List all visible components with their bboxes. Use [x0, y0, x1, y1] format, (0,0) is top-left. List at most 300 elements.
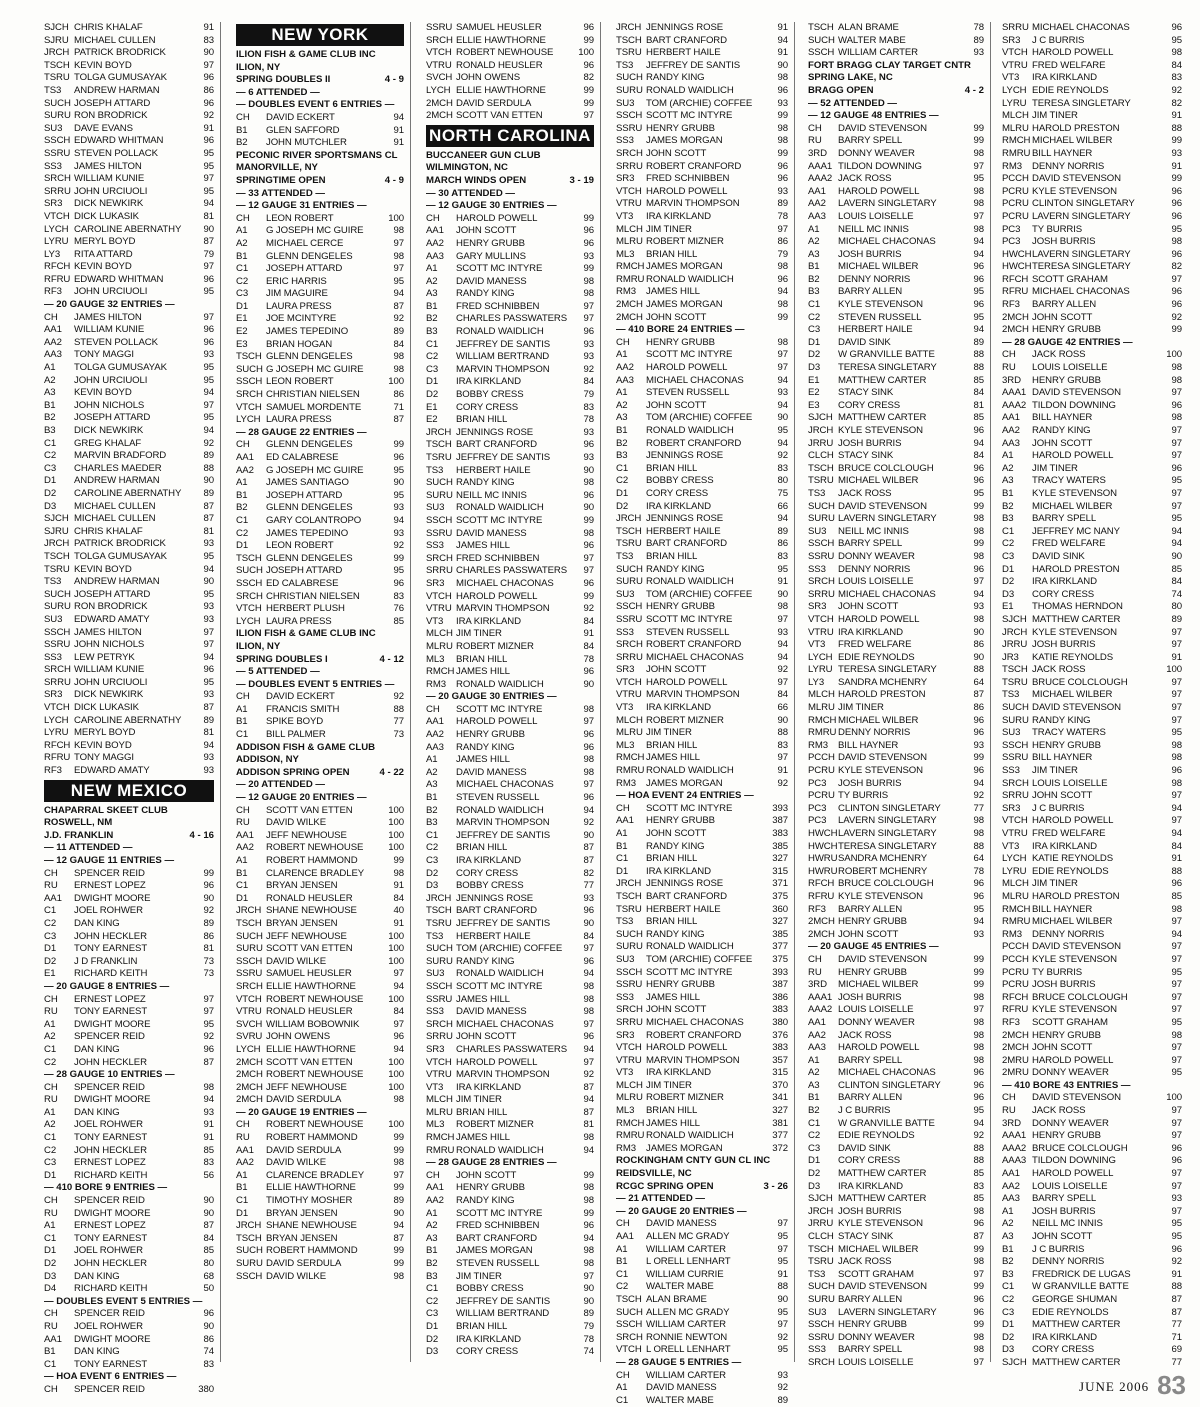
result-row	[236, 868, 404, 881]
result-row	[426, 276, 594, 289]
result-row	[44, 614, 214, 627]
score: 73	[203, 955, 214, 967]
class-code: SRCH	[426, 1018, 453, 1030]
section-heading: ILION, NY	[236, 61, 281, 73]
class-code: VT3	[1002, 72, 1020, 84]
shooter-name: DICK LUKASIK	[74, 702, 139, 714]
shooter-name: BRUCE COLCLOUGH	[838, 878, 934, 890]
class-code: AAA2	[808, 173, 833, 185]
shooter-name: BRIAN HILL	[456, 842, 508, 854]
result-row	[616, 22, 788, 35]
class-code: TS3	[44, 576, 62, 588]
result-row	[808, 261, 984, 274]
shooter-name: ROBERT CRANFORD	[646, 437, 742, 449]
score: 99	[583, 1207, 594, 1219]
class-code: AA1	[616, 1231, 634, 1242]
result-row	[236, 465, 404, 478]
shooter-name: WILLIAM CARTER	[646, 1369, 726, 1381]
event-name: SPRING DOUBLES II	[236, 74, 331, 86]
class-code: C1	[616, 1394, 629, 1406]
result-row	[616, 1042, 788, 1055]
class-code: A1	[426, 1207, 438, 1219]
class-code: B1	[426, 300, 438, 312]
result-row	[808, 828, 984, 841]
score: 96	[203, 1043, 214, 1055]
score: 91	[393, 137, 404, 149]
class-code: MLRU	[426, 640, 453, 652]
class-code: JRCH	[236, 905, 262, 917]
score: 96	[973, 1067, 984, 1079]
class-code: E1	[808, 374, 820, 386]
result-row	[426, 817, 594, 830]
result-row	[808, 778, 984, 791]
class-code: CH	[236, 111, 250, 123]
result-row	[1002, 1155, 1182, 1168]
class-code: TSCH	[236, 351, 262, 363]
class-code: AA2	[808, 198, 826, 210]
class-code: SUCH	[616, 72, 643, 84]
score: 92	[777, 664, 788, 676]
class-code: C1	[236, 880, 249, 892]
class-code: C1	[44, 437, 57, 449]
shooter-name: HENRY GRUBB	[838, 966, 907, 978]
shooter-name: ROBERT CRANFORD	[646, 639, 742, 651]
result-row	[236, 691, 404, 704]
score: 96	[777, 84, 788, 96]
result-row	[44, 1308, 214, 1321]
class-code: TS3	[44, 84, 62, 96]
shooter-name: BRIAN HILL	[646, 853, 698, 865]
shooter-name: DAVID SERDULA	[266, 1144, 342, 1156]
section-heading: — 12 GAUGE 30 ENTRIES —	[426, 200, 557, 212]
class-code: SSRU	[616, 613, 643, 625]
result-row	[236, 1157, 404, 1170]
result-row	[236, 918, 404, 931]
result-row	[616, 929, 788, 942]
result-row	[44, 47, 214, 60]
class-code: TS3	[616, 916, 634, 928]
shooter-name: GLENN DENGELES	[266, 439, 353, 451]
section-heading: — 410 BORE 9 ENTRIES —	[44, 1182, 168, 1194]
result-row	[426, 427, 594, 440]
shooter-name: IRA KIRKLAND	[456, 615, 521, 627]
score: 96	[583, 729, 594, 741]
score: 84	[393, 1006, 404, 1018]
shooter-name: BOBBY CRESS	[456, 389, 524, 401]
result-row	[44, 135, 214, 148]
shooter-name: ROBERT NEWHOUSE	[266, 993, 364, 1005]
shooter-name: MICHAEL CHACONAS	[838, 236, 936, 248]
shooter-name: JOHN SCOTT	[646, 828, 707, 839]
result-row	[808, 715, 984, 728]
shooter-name: LOUIS LOISELLE	[838, 1356, 914, 1368]
shooter-name: G JOSEPH MC GUIRE	[266, 225, 364, 237]
result-row	[808, 916, 984, 929]
score: 95	[203, 676, 214, 688]
result-row	[44, 513, 214, 526]
shooter-name: FRED SCHNIBBEN	[456, 552, 540, 564]
shooter-name: HAROLD POWELL	[838, 1042, 920, 1054]
class-code: C3	[808, 324, 821, 336]
class-code: PC3	[808, 777, 827, 789]
class-code: HWRU	[808, 853, 838, 865]
shooter-name: WILLIAM KUNIE	[74, 173, 145, 185]
result-row	[1002, 828, 1182, 841]
class-code: CH	[616, 802, 630, 814]
result-row	[808, 1307, 984, 1320]
class-code: CH	[236, 691, 250, 703]
score: 93	[777, 185, 788, 197]
score: 97	[1171, 1004, 1182, 1016]
score: 91	[777, 47, 788, 59]
score: 83	[777, 739, 788, 751]
section-heading: — 20 GAUGE 30 ENTRIES —	[426, 691, 557, 703]
score: 96	[973, 765, 984, 777]
shooter-name: CORY CRESS	[1032, 1344, 1095, 1356]
result-row	[426, 22, 594, 35]
shooter-name: DAVID WILKE	[266, 1270, 327, 1282]
result-row	[808, 1067, 984, 1080]
issue-date: JUNE 2006	[1079, 1379, 1150, 1394]
class-code: D1	[426, 376, 439, 388]
score: 100	[388, 930, 404, 942]
result-row	[808, 1030, 984, 1043]
score: 92	[1171, 84, 1182, 96]
class-code: D1	[1002, 1319, 1015, 1331]
shooter-name: RONALD WAIDLICH	[646, 84, 734, 96]
score: 87	[583, 1106, 594, 1118]
score: 94	[1171, 828, 1182, 839]
class-code: C2	[44, 917, 57, 929]
result-row	[426, 767, 594, 780]
score: 97	[203, 626, 214, 638]
shooter-name: IRA KIRKLAND	[1032, 576, 1097, 588]
shooter-name: RANDY KING	[456, 288, 515, 300]
score: 89	[777, 198, 788, 210]
class-code: VTCH	[426, 47, 452, 59]
score: 92	[203, 437, 214, 449]
score: 96	[1171, 22, 1182, 33]
class-code: E1	[426, 401, 438, 413]
score: 91	[1171, 160, 1182, 172]
class-code: B2	[616, 437, 628, 449]
shooter-name: TILDON DOWNING	[1032, 399, 1116, 411]
score: 96	[973, 714, 984, 726]
score: 98	[583, 1006, 594, 1018]
result-row	[426, 402, 594, 415]
shooter-name: JOHN SCOTT	[1032, 790, 1093, 802]
shooter-name: JACK ROSS	[1032, 664, 1086, 676]
result-row	[236, 364, 404, 377]
result-row	[616, 828, 788, 841]
result-row	[1002, 1092, 1182, 1105]
class-code: AA2	[808, 1029, 826, 1041]
result-row	[44, 1258, 214, 1271]
class-code: RF3	[44, 286, 62, 298]
score: 315	[772, 865, 788, 877]
class-code: 3RD	[808, 147, 827, 159]
result-row	[616, 488, 788, 501]
score: 75	[777, 487, 788, 499]
score: 91	[393, 124, 404, 136]
shooter-name: CAROLINE ABERNATHY	[74, 714, 182, 726]
result-row	[236, 477, 404, 490]
score: 97	[777, 613, 788, 625]
score: 80	[1171, 601, 1182, 613]
shooter-name: BRIAN HILL	[646, 462, 698, 474]
score: 68	[203, 1270, 214, 1282]
score: 372	[772, 1142, 788, 1154]
shooter-name: J C BURRIS	[1032, 1243, 1085, 1255]
result-row	[616, 438, 788, 451]
class-code: A3	[1002, 1231, 1014, 1242]
shooter-name: SANDRA MCHENRY	[838, 676, 928, 688]
score: 100	[388, 1119, 404, 1131]
result-row	[616, 1105, 788, 1118]
score: 99	[393, 1182, 404, 1194]
score: 95	[973, 487, 984, 499]
shooter-name: W GRANVILLE BATTE	[1032, 1281, 1129, 1293]
class-code: A1	[426, 263, 438, 275]
event-heading	[236, 767, 404, 780]
class-code: E3	[808, 399, 820, 411]
shooter-name: RANDY KING	[646, 72, 705, 84]
score: 98	[583, 754, 594, 766]
score: 93	[393, 502, 404, 514]
score: 96	[973, 1079, 984, 1091]
class-code: HWRU	[808, 865, 838, 877]
result-row	[426, 931, 594, 944]
shooter-name: RANDY KING	[646, 928, 705, 940]
class-code: D1	[426, 1320, 439, 1332]
class-code: RU	[44, 880, 58, 892]
shooter-name: ROBERT HAMMOND	[266, 1245, 358, 1257]
shooter-name: ROBERT NEWHOUSE	[266, 1069, 364, 1081]
score: 97	[1171, 1180, 1182, 1192]
result-row	[616, 375, 788, 388]
shooter-name: BRUCE COLCLOUGH	[1032, 1142, 1128, 1154]
class-code: VTRU	[1002, 828, 1028, 839]
score: 95	[203, 550, 214, 562]
class-code: AAA1	[1002, 387, 1027, 399]
class-code: SSRU	[44, 147, 71, 159]
class-code: JRCH	[44, 47, 70, 59]
score: 97	[973, 1356, 984, 1368]
class-code: VTCH	[616, 185, 642, 197]
result-row	[44, 22, 214, 35]
score: 86	[777, 538, 788, 550]
class-code: A2	[44, 1031, 56, 1043]
score: 95	[973, 286, 984, 298]
result-row	[426, 603, 594, 616]
result-row	[236, 288, 404, 301]
class-code: TS3	[808, 487, 826, 499]
result-row	[808, 161, 984, 174]
score: 386	[772, 991, 788, 1003]
shooter-name: DAVE EVANS	[74, 122, 133, 134]
shooter-name: ROBERT MIZNER	[456, 640, 534, 652]
class-code: B1	[616, 840, 628, 852]
score: 81	[203, 210, 214, 222]
result-row	[236, 817, 404, 830]
shooter-name: DONNY WEAVER	[1032, 1067, 1109, 1079]
shooter-name: BRYAN JENSEN	[266, 880, 338, 892]
score: 95	[1171, 727, 1182, 739]
shooter-name: IRA KIRKLAND	[646, 500, 711, 512]
score: 83	[777, 462, 788, 474]
result-row	[1002, 778, 1182, 791]
result-row	[1002, 1168, 1182, 1181]
class-code: RU	[236, 1132, 250, 1144]
shooter-name: DAVID MANESS	[456, 766, 527, 778]
result-row	[1002, 450, 1182, 463]
result-row	[1002, 601, 1182, 614]
result-row	[1002, 123, 1182, 136]
result-row	[616, 1395, 788, 1407]
class-code: C3	[44, 930, 57, 942]
class-code: E1	[44, 968, 56, 980]
class-code: A1	[44, 362, 56, 374]
score: 84	[583, 930, 594, 942]
shooter-name: SCOTT GRAHAM	[1032, 273, 1108, 285]
score: 94	[973, 248, 984, 260]
shooter-name: JIM TINER	[838, 702, 884, 714]
shooter-name: CLINTON SINGLETARY	[838, 1079, 941, 1091]
class-code: C1	[426, 829, 439, 841]
class-code: SUCH	[236, 930, 263, 942]
result-row	[616, 186, 788, 199]
shooter-name: ALAN BRAME	[646, 1293, 707, 1305]
score: 97	[583, 1018, 594, 1030]
score: 89	[777, 1394, 788, 1406]
result-row	[1002, 173, 1182, 186]
class-code: CH	[426, 1169, 440, 1181]
shooter-name: NEILL MC INNIS	[456, 489, 527, 501]
class-code: TSCH	[808, 462, 834, 474]
result-row	[426, 85, 594, 98]
score: 91	[203, 1132, 214, 1144]
result-row	[1002, 639, 1182, 652]
class-code: 2MRU	[1002, 1054, 1029, 1066]
shooter-name: JOHN HECKLER	[74, 1144, 147, 1156]
score: 85	[203, 1144, 214, 1156]
shooter-name: LAVERN SINGLETARY	[838, 828, 937, 839]
result-row	[808, 324, 984, 337]
score: 94	[583, 1144, 594, 1156]
score: 93	[777, 97, 788, 109]
shooter-name: G JOSEPH MC GUIRE	[266, 363, 364, 375]
class-code: VTCH	[1002, 815, 1028, 827]
class-code: SSRU	[426, 22, 453, 33]
score: 96	[583, 489, 594, 501]
score: 97	[777, 1218, 788, 1230]
score: 91	[1171, 853, 1182, 865]
class-code: SVRU	[236, 1031, 263, 1043]
result-row	[1002, 1307, 1182, 1320]
score: 98	[973, 198, 984, 210]
result-row	[236, 326, 404, 339]
score: 96	[393, 452, 404, 463]
shooter-name: THOMAS HERNDON	[1032, 601, 1123, 613]
result-row	[236, 591, 404, 604]
result-row	[1002, 60, 1182, 73]
class-code: TSCH	[616, 34, 642, 46]
class-code: JRCH	[1002, 626, 1028, 638]
score: 85	[973, 1193, 984, 1205]
class-code: AA3	[616, 374, 634, 386]
result-row	[1002, 1143, 1182, 1156]
shooter-name: HAROLD POWELL	[646, 362, 728, 374]
shooter-name: BART CRANFORD	[646, 890, 727, 902]
result-row	[1002, 236, 1182, 249]
class-code: SU3	[44, 122, 63, 134]
class-code: C1	[44, 1132, 57, 1144]
shooter-name: GEORGE SHUMAN	[1032, 1293, 1118, 1305]
class-code: JRCH	[44, 538, 70, 550]
result-row	[426, 339, 594, 352]
class-code: VTRU	[616, 689, 642, 701]
shooter-name: JAMES TEPEDINO	[266, 527, 349, 539]
class-code: SRCH	[426, 34, 453, 46]
score: 97	[1171, 487, 1182, 499]
class-code: C3	[236, 288, 249, 300]
shooter-name: LAVERN SINGLETARY	[838, 513, 937, 525]
result-row	[1002, 992, 1182, 1005]
score: 98	[973, 1205, 984, 1217]
result-row	[426, 679, 594, 692]
score: 94	[393, 288, 404, 300]
class-code: AA3	[1002, 1193, 1020, 1205]
section-heading: — 20 ATTENDED —	[236, 779, 326, 791]
class-code: AA1	[236, 829, 254, 841]
class-code: A2	[426, 1220, 438, 1232]
score: 98	[777, 336, 788, 348]
result-row	[236, 981, 404, 994]
class-code: 2MCH	[616, 311, 643, 323]
result-row	[808, 1319, 984, 1332]
shooter-name: HAROLD POWELL	[838, 613, 920, 625]
result-row	[1002, 1042, 1182, 1055]
class-code: D1	[236, 1207, 249, 1219]
class-code: AA2	[426, 729, 444, 741]
score: 84	[973, 387, 984, 399]
shooter-name: DICK NEWKIRK	[74, 689, 144, 701]
section-heading: — DOUBLES EVENT 6 ENTRIES —	[236, 99, 395, 111]
result-row	[426, 968, 594, 981]
shooter-name: IRA KIRKLAND	[1032, 1331, 1097, 1343]
class-code: RU	[1002, 362, 1016, 374]
result-row	[426, 1119, 594, 1132]
result-row	[1002, 853, 1182, 866]
score: 81	[583, 1119, 594, 1131]
shooter-name: TONY MAGGI	[74, 752, 134, 764]
score: 94	[1171, 538, 1182, 550]
result-row	[1002, 1193, 1182, 1206]
result-row	[1002, 375, 1182, 388]
class-code: E1	[236, 313, 248, 325]
class-code: VTRU	[616, 198, 642, 210]
class-code: MLCH	[616, 1079, 643, 1091]
score: 94	[777, 34, 788, 46]
shooter-name: TOM (ARCHIE) COFFEE	[646, 97, 753, 109]
score: 90	[393, 477, 404, 489]
score: 90	[203, 892, 214, 904]
score: 99	[973, 966, 984, 978]
result-row	[616, 1080, 788, 1093]
result-row	[44, 425, 214, 438]
class-code: VT3	[1002, 840, 1020, 852]
class-code: AA2	[616, 362, 634, 374]
